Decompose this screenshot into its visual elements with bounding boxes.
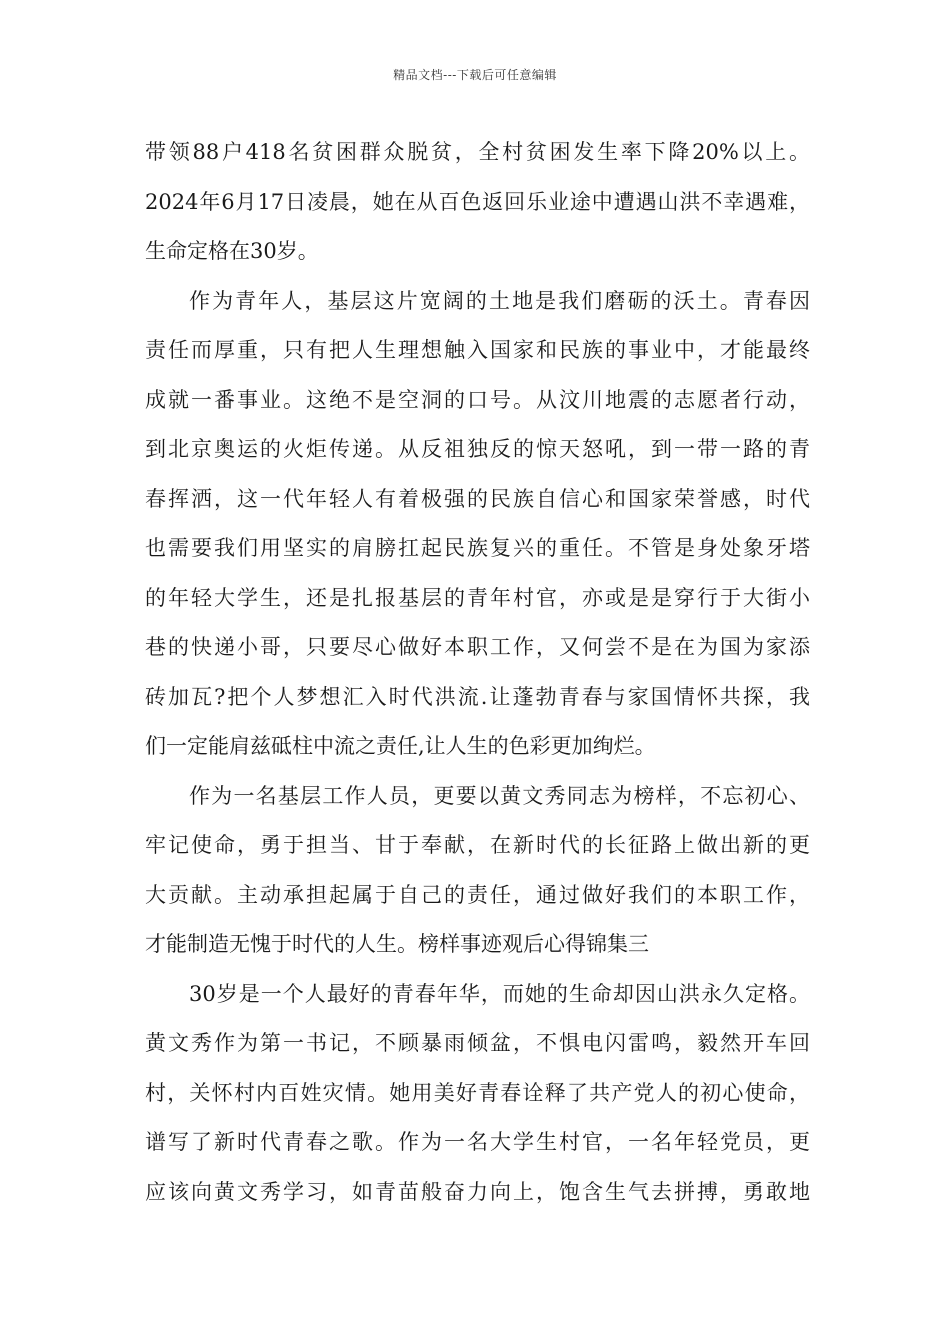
text-line: 到北京奥运的火炬传递。从反祖独反的惊天怒吼，到一带一路的青: [145, 437, 810, 461]
text-line: 作为青年人，基层这片宽阔的土地是我们磨砺的沃土。青春因: [189, 288, 810, 313]
text-line: 村，关怀村内百姓灾情。她用美好青春诠释了共产党人的初心使命，: [145, 1080, 810, 1105]
text-line: 春挥洒，这一代年轻人有着极强的民族自信心和国家荣誉感，时代: [145, 486, 810, 511]
paragraph: [145, 772, 810, 970]
text-line: 2024年6月17日凌晨，她在从百色返回乐业途中遭遇山洪不幸遇难，: [145, 189, 810, 214]
paragraph: [145, 128, 810, 277]
text-line: 谱写了新时代青春之歌。作为一名大学生村官，一名年轻党员，更: [145, 1130, 810, 1154]
paragraph: [145, 277, 810, 772]
text-line: 作为一名基层工作人员，更要以黄文秀同志为榜样，不忘初心、: [189, 783, 810, 808]
text-line: 牢记使命，勇于担当、甘于奉献，在新时代的长征路上做出新的更: [145, 833, 810, 857]
text-line: 生命定格在30岁。: [145, 239, 319, 263]
text-line: 30岁是一个人最好的青春年华，而她的生命却因山洪永久定格。: [189, 981, 810, 1006]
text-line: 应该向黄文秀学习，如青苗般奋力向上，饱含生气去拼搏，勇敢地: [145, 1179, 810, 1204]
text-line: 砖加瓦?把个人梦想汇入时代洪流.让蓬勃青春与家国情怀共探，我: [145, 684, 810, 709]
document-body: [145, 128, 810, 1217]
text-line: 们一定能肩兹砥柱中流之责任,让人生的色彩更加绚烂。: [145, 734, 656, 758]
text-line: 责任而厚重，只有把人生理想触入国家和民族的事业中，才能最终: [145, 338, 810, 362]
text-line: 成就一番事业。这绝不是空洞的口号。从汶川地震的志愿者行动，: [145, 387, 810, 412]
paragraph: [145, 970, 810, 1218]
text-line: 也需要我们用坚实的肩膀扛起民族复兴的重任。不管是身处象牙塔: [145, 536, 810, 560]
text-line: 大贡献。主动承担起属于自己的责任，通过做好我们的本职工作，: [145, 882, 810, 907]
text-line: 的年轻大学生，还是扎报基层的青年村官，亦或是是穿行于大街小: [145, 585, 810, 610]
text-line: 黄文秀作为第一书记，不顾暴雨倾盆，不惧电闪雷鸣，毅然开车回: [145, 1031, 810, 1055]
text-line: 巷的快递小哥，只要尽心做好本职工作，又何尝不是在为国为家添: [145, 635, 810, 659]
text-line: 才能制造无愧于时代的人生。榜样事迹观后心得锦集三: [145, 932, 649, 956]
page-header: 精品文档---下载后可任意编辑: [393, 68, 557, 82]
text-line: 带领88户418名贫困群众脱贫，全村贫困发生率下降20%以上。: [145, 140, 810, 164]
